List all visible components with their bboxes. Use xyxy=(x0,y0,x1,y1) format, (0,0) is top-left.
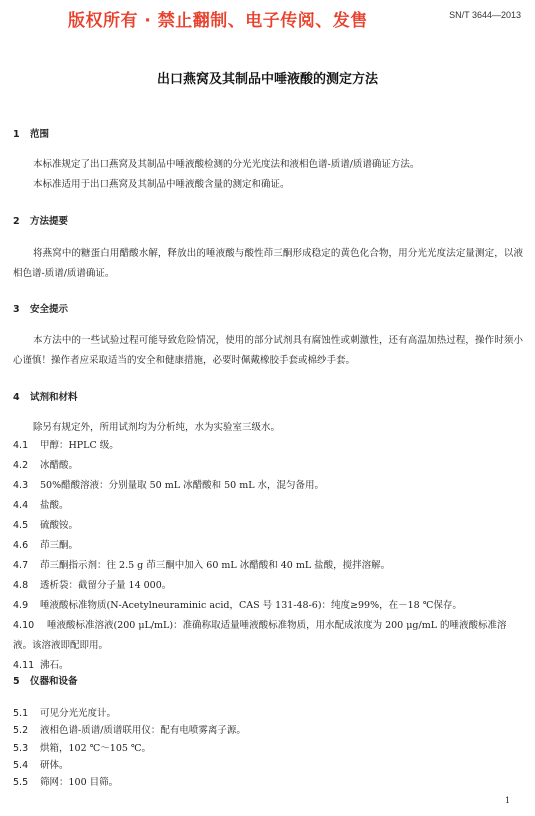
item-number: 4.6 xyxy=(13,540,29,551)
section-4-heading xyxy=(13,389,78,403)
section-3-heading xyxy=(13,301,68,315)
apparatus-item xyxy=(13,740,523,757)
section-title: 安全提示 xyxy=(30,304,69,315)
item-number: 5.5 xyxy=(13,777,29,788)
item-text: 唾液酸标准物质(N-Acetylneuraminic acid，CAS 号 131-48-6)：纯度≥99%，在－18 ℃保存。 xyxy=(40,600,462,611)
reagent-item xyxy=(13,656,523,676)
page-number: 1 xyxy=(505,796,511,805)
item-number: 4.7 xyxy=(13,560,29,571)
item-text: 烘箱，102 ℃～105 ℃。 xyxy=(40,743,152,754)
reagents-intro: 除另有规定外，所用试剂均为分析纯，水为实验室三级水。 xyxy=(33,422,281,433)
section-title: 试剂和材料 xyxy=(30,392,78,403)
section-1-heading xyxy=(13,126,49,140)
item-number: 5.1 xyxy=(13,708,29,719)
apparatus-item xyxy=(13,705,523,722)
item-number: 4.2 xyxy=(13,460,29,471)
item-text: 50%醋酸溶液：分别量取 50 mL 冰醋酸和 50 mL 水，混匀备用。 xyxy=(40,480,325,491)
document-title: 出口燕窝及其制品中唾液酸的测定方法 xyxy=(156,72,378,87)
section-5-heading xyxy=(13,673,78,687)
section-number: 5 xyxy=(13,676,20,687)
watermark: 版权所有 · 禁止翻制、电子传阅、发售 xyxy=(68,11,368,31)
item-number: 4.4 xyxy=(13,500,29,511)
reagent-item xyxy=(13,516,523,536)
item-number: 5.4 xyxy=(13,760,29,771)
apparatus-item xyxy=(13,757,523,774)
item-number: 4.11 xyxy=(13,660,35,671)
item-text: 盐酸。 xyxy=(40,500,69,511)
item-number: 5.3 xyxy=(13,743,29,754)
section-number: 1 xyxy=(13,129,20,140)
reagent-item xyxy=(13,576,523,596)
item-text: 甲醇：HPLC 级。 xyxy=(40,440,119,451)
item-text: 冰醋酸。 xyxy=(40,460,79,471)
principle-paragraph: 将燕窝中的糖蛋白用醋酸水解，释放出的唾液酸与酸性茚三酮形成稳定的黄色化合物，用分光光度法定量测定，以液相色谱-质谱/质谱确证。 xyxy=(13,248,523,279)
reagent-item xyxy=(13,436,523,456)
item-number: 4.3 xyxy=(13,480,29,491)
section-number: 3 xyxy=(13,304,20,315)
standard-number: SN/T 3644—2013 xyxy=(449,10,521,20)
reagent-item xyxy=(13,456,523,476)
item-number: 4.1 xyxy=(13,440,29,451)
apparatus-item xyxy=(13,774,523,791)
reagent-item xyxy=(13,596,523,616)
item-number: 5.2 xyxy=(13,725,29,736)
section-title: 方法提要 xyxy=(30,216,69,227)
reagent-item xyxy=(13,496,523,516)
item-text: 筛网：100 目筛。 xyxy=(40,777,119,788)
reagent-item xyxy=(13,536,523,556)
item-text: 液相色谱-质谱/质谱联用仪：配有电喷雾离子源。 xyxy=(40,725,246,736)
item-text: 茚三酮指示剂：往 2.5 g 茚三酮中加入 60 mL 冰醋酸和 40 mL 盐酸，搅拌溶解。 xyxy=(40,560,391,571)
item-text: 透析袋：截留分子量 14 000。 xyxy=(40,580,172,591)
scope-paragraph-1: 本标准规定了出口燕窝及其制品中唾液酸检测的分光光度法和液相色谱-质谱/质谱确证方法。 xyxy=(33,159,420,170)
section-number: 4 xyxy=(13,392,20,403)
apparatus-item xyxy=(13,722,523,739)
section-number: 2 xyxy=(13,216,20,227)
item-text: 沸石。 xyxy=(40,660,69,671)
item-number: 4.9 xyxy=(13,600,29,611)
reagent-item xyxy=(13,476,523,496)
item-text: 研体。 xyxy=(40,760,69,771)
item-number: 4.8 xyxy=(13,580,29,591)
item-text: 茚三酮。 xyxy=(40,540,79,551)
section-title: 范围 xyxy=(30,129,50,140)
item-text: 硫酸铵。 xyxy=(40,520,79,531)
section-title: 仪器和设备 xyxy=(30,676,78,687)
item-number: 4.5 xyxy=(13,520,29,531)
section-2-heading xyxy=(13,213,68,227)
item-text: 唾液酸标准溶液(200 μL/mL)：准确称取适量唾液酸标准物质，用水配成浓度为 200 μg/mL 的唾液酸标准溶液。该溶液即配即用。 xyxy=(13,620,507,651)
item-text: 可见分光光度计。 xyxy=(40,708,117,719)
item-number: 4.10 xyxy=(13,620,35,631)
reagent-item xyxy=(13,556,523,576)
scope-paragraph-2: 本标准适用于出口燕窝及其制品中唾液酸含量的测定和确证。 xyxy=(33,179,290,190)
reagent-item xyxy=(13,616,523,656)
safety-paragraph: 本方法中的一些试验过程可能导致危险情况，使用的部分试剂具有腐蚀性或刺激性，还有高温加热过程，操作时须小心谨慎！操作者应采取适当的安全和健康措施，必要时佩戴橡胶手套或棉纱手套。 xyxy=(13,335,523,366)
